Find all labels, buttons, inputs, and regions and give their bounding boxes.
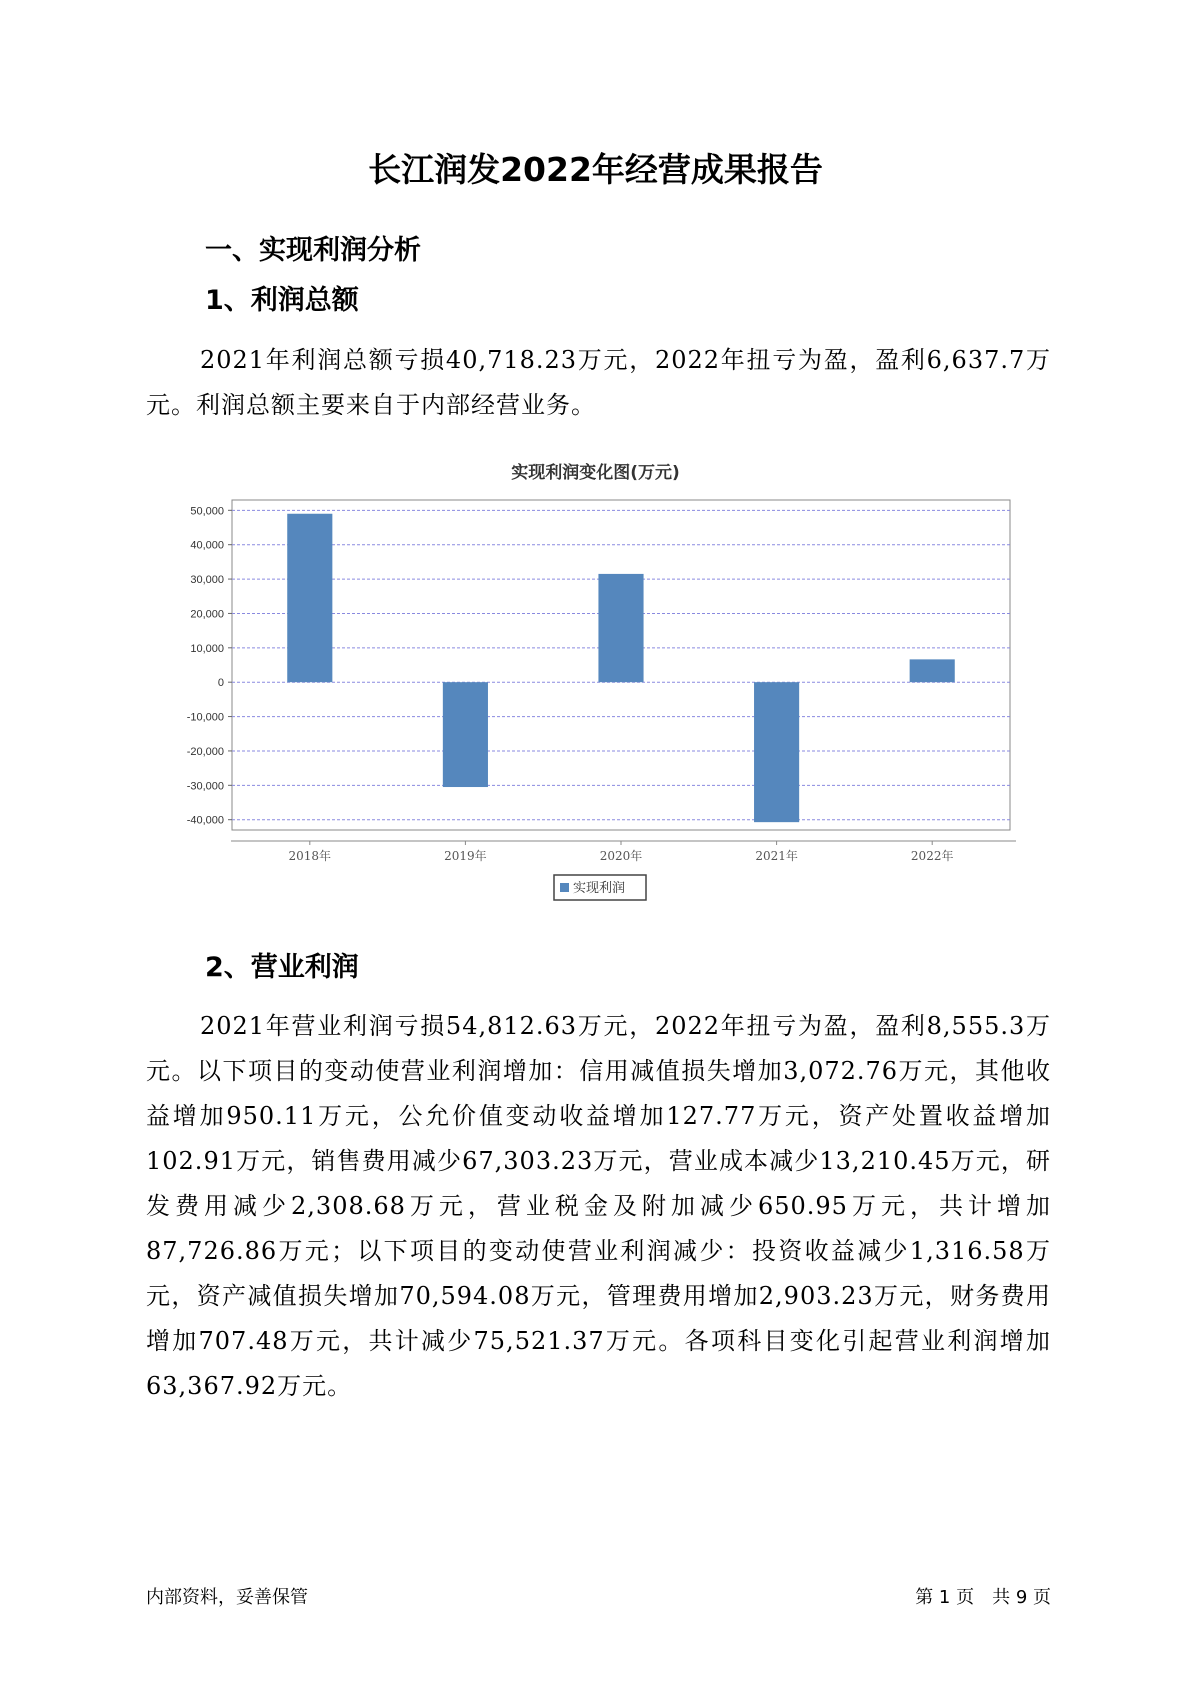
legend-swatch	[560, 883, 569, 892]
y-tick-label: -10,000	[186, 711, 224, 724]
x-tick-label: 2019年	[444, 849, 487, 863]
bar-2018年	[287, 514, 332, 682]
x-tick-label: 2018年	[288, 849, 332, 863]
y-tick-label: 0	[217, 677, 224, 690]
operating-profit-paragraph: 2021年营业利润亏损54,812.63万元，2022年扭亏为盈，盈利8,555.3万元。以下项目的变动使营业利润增加：信用减值损失增加3,072.76万元，其他收益增加950.11万元，公允价值变动收益增加127.77万元，资产处置收益增加102.91万元，销售费用减少67,303.23万元，营业成本减少13,210.45万元，研发费用减少2,308.68万元，营业税金及附加减少650.95万元，共计增加87,726.86万元；以下项目的变动使营业利润减少：投资收益减少1,316.58万元，资产减值损失增加70,594.08万元，管理费用增加2,903.23万元，财务费用增加707.48万元，共计减少75,521.37万元。各项科目变化引起营业利润增加63,367.92万元。	[146, 1012, 1051, 1400]
y-tick-label: 20,000	[190, 608, 224, 621]
footer-page-number: 第 1 页 共 9 页	[915, 1587, 1051, 1608]
subheading-total-profit: 1、利润总额	[205, 285, 359, 316]
x-tick-label: 2021年	[755, 849, 798, 863]
y-tick-label: -30,000	[186, 780, 224, 793]
x-tick-label: 2022年	[910, 849, 954, 863]
y-tick-label: 50,000	[190, 505, 224, 518]
y-tick-label: 40,000	[190, 539, 224, 552]
profit-bar-chart	[160, 490, 1030, 910]
legend-label: 实现利润	[573, 881, 626, 896]
chart-title: 实现利润变化图(万元)	[511, 463, 680, 483]
bar-2022年	[910, 659, 955, 682]
section-heading-profit-analysis: 一、实现利润分析	[205, 235, 421, 266]
bar-2019年	[443, 682, 488, 787]
y-tick-label: 30,000	[190, 574, 224, 587]
y-tick-label: -20,000	[186, 745, 224, 758]
footer-confidential: 内部资料，妥善保管	[146, 1587, 308, 1608]
y-tick-label: -40,000	[186, 814, 224, 827]
bar-2020年	[598, 574, 643, 682]
subheading-operating-profit: 2、营业利润	[205, 952, 359, 983]
bar-2021年	[754, 682, 799, 822]
x-tick-label: 2020年	[599, 849, 643, 863]
report-title: 长江润发2022年经营成果报告	[368, 150, 823, 189]
total-profit-paragraph: 2021年利润总额亏损40,718.23万元，2022年扭亏为盈，盈利6,637.7万元。利润总额主要来自于内部经营业务。	[146, 346, 1051, 419]
y-tick-label: 10,000	[190, 642, 224, 655]
